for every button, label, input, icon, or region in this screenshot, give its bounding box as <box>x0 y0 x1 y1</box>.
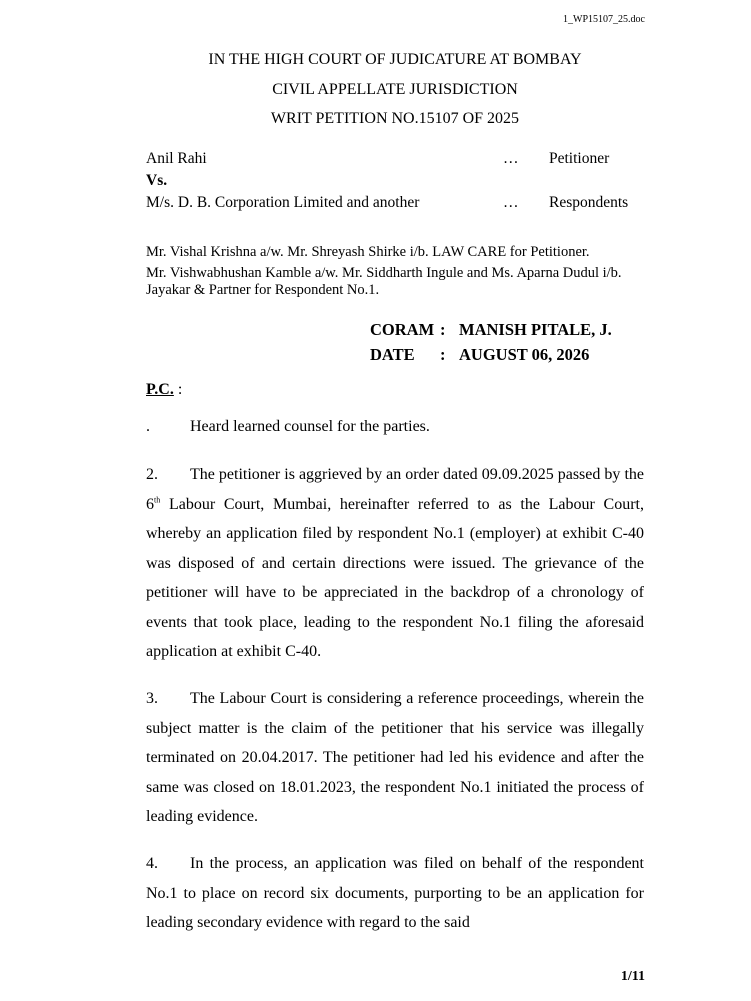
coram-block <box>370 317 650 367</box>
respondent-row <box>146 192 646 214</box>
paragraph-text: The Labour Court is considering a reference proceedings, wherein the subject matter is the claim of the petitioner that his service was illegally terminated on 20.04.2017. The petitioner had led his evidence and after the same was closed on 18.01.2023, the respondent No.1 initiated the process of leading evidence. <box>146 690 644 825</box>
date-colon: : <box>440 345 446 364</box>
paragraph-number: 2. <box>146 466 158 483</box>
date-label: DATE <box>370 345 415 364</box>
case-heading <box>40 45 750 134</box>
paragraph-text: Heard learned counsel for the parties. <box>190 418 430 435</box>
paragraph-3 <box>146 684 644 832</box>
jurisdiction: CIVIL APPELLATE JURISDICTION <box>272 80 518 98</box>
ordinal-suffix: th <box>154 495 161 505</box>
paragraph-2 <box>146 460 644 667</box>
coram-colon: : <box>440 320 446 339</box>
respondent-ellipsis: … <box>503 194 519 211</box>
case-number: WRIT PETITION NO.15107 OF 2025 <box>270 110 520 127</box>
paragraph-number: . <box>146 418 150 435</box>
court-name: IN THE HIGH COURT OF JUDICATURE AT BOMBAY <box>208 51 582 68</box>
coram-judge: MANISH PITALE, J. <box>459 320 612 339</box>
respondent-counsel: Mr. Vishwabhushan Kamble a/w. Mr. Siddharth Ingule and Ms. Aparna Dudul i/b. Jayakar & Partner for Respondent No.1. <box>146 264 622 298</box>
file-name: 1_WP15107_25.doc <box>563 14 645 25</box>
paragraph-text-continued: Labour Court, Mumbai, hereinafter referred to as the Labour Court, whereby an application filed by respondent No.1 (employer) at exhibit C-40 was disposed of and certain directions were issued. The grievance of the petitioner will have to be appreciated in the backdrop of a chronology of events that took place, leading to the respondent No.1 filing the aforesaid application at exhibit C-40. <box>146 495 644 660</box>
pc-heading <box>146 379 182 401</box>
versus-row <box>146 170 646 192</box>
petitioner-counsel: Mr. Vishal Krishna a/w. Mr. Shreyash Shirke i/b. LAW CARE for Petitioner. <box>146 244 590 260</box>
pc-label: P.C. <box>146 381 174 398</box>
date-row <box>370 342 650 367</box>
order-date: AUGUST 06, 2026 <box>459 345 590 364</box>
respondent-name: M/s. D. B. Corporation Limited and another <box>146 194 420 211</box>
paragraph-text: The petitioner is aggrieved by an order dated 09.09.2025 passed by the 6 <box>146 466 644 513</box>
paragraph-4 <box>146 849 644 938</box>
page-number: 1/11 <box>620 969 645 984</box>
versus-label: Vs. <box>146 172 168 189</box>
petitioner-ellipsis: … <box>503 150 519 167</box>
pc-colon: : <box>177 381 183 398</box>
party-block <box>146 148 646 214</box>
respondent-role: Respondents <box>549 194 629 211</box>
paragraph-number: 3. <box>146 690 158 707</box>
paragraph-number: 4. <box>146 855 158 872</box>
coram-row <box>370 317 650 342</box>
petitioner-role: Petitioner <box>549 150 610 167</box>
petitioner-row <box>146 148 646 170</box>
counsel-appearances <box>146 244 644 303</box>
petitioner-name: Anil Rahi <box>146 150 207 167</box>
paragraph-1 <box>146 412 644 442</box>
paragraph-text: In the process, an application was filed on behalf of the respondent No.1 to place on record six documents, purporting to be an application for leading secondary evidence with regard to the said <box>146 855 644 931</box>
coram-label: CORAM <box>370 320 435 339</box>
